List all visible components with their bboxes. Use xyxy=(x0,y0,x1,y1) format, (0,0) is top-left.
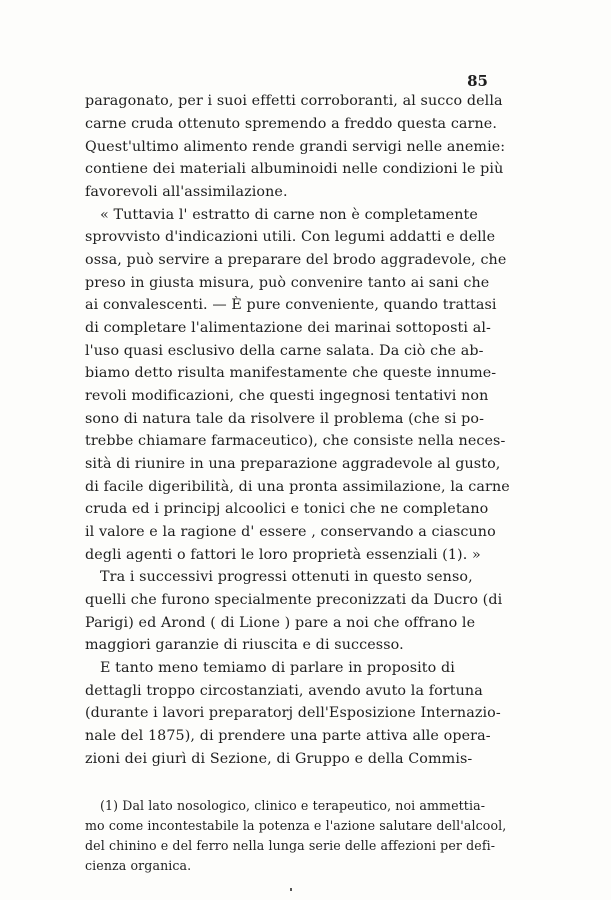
body-line: degli agenti o fattori le loro proprietà essenziali (1). » xyxy=(85,547,481,563)
body-line: (durante i lavori preparatorj dell'Esposizione Internazio- xyxy=(85,705,501,721)
body-line: zioni dei giurì di Sezione, di Gruppo e della Commis- xyxy=(85,751,473,767)
body-line: contiene dei materiali albuminoidi nelle condizioni le più xyxy=(85,161,504,177)
body-line: il valore e la ragione d' essere , conservando a ciascuno xyxy=(85,524,496,540)
body-line: « Tuttavia l' estratto di carne non è completamente xyxy=(100,207,478,223)
footnote-line: del chinino e del ferro nella lunga serie delle affezioni per defi- xyxy=(85,838,496,853)
body-line: paragonato, per i suoi effetti corroboranti, al succo della xyxy=(85,93,503,109)
ink-speck xyxy=(290,888,292,891)
body-line: di facile digeribilità, di una pronta assimilazione, la carne xyxy=(85,479,510,495)
page-number: 85 xyxy=(467,72,488,90)
body-line: ai convalescenti. — È pure conveniente, quando trattasi xyxy=(85,297,497,313)
body-line: E tanto meno temiamo di parlare in proposito di xyxy=(100,660,455,676)
body-line: biamo detto risulta manifestamente che queste innume- xyxy=(85,365,497,381)
body-line: sità di riunire in una preparazione aggradevole al gusto, xyxy=(85,456,501,472)
body-line: preso in giusta misura, può convenire tanto ai sani che xyxy=(85,275,490,291)
footnote-line: mo come incontestabile la potenza e l'azione salutare dell'alcool, xyxy=(85,818,507,833)
body-line: nale del 1875), di prendere una parte attiva alle opera- xyxy=(85,728,491,744)
body-line: trebbe chiamare farmaceutico), che consiste nella neces- xyxy=(85,433,506,449)
body-line: favorevoli all'assimilazione. xyxy=(85,184,288,200)
body-line: quelli che furono specialmente preconizzati da Ducro (di xyxy=(85,592,503,608)
body-line: sono di natura tale da risolvere il problema (che si po- xyxy=(85,411,485,427)
body-line: Parigi) ed Arond ( di Lione ) pare a noi che offrano le xyxy=(85,615,476,631)
body-line: carne cruda ottenuto spremendo a freddo questa carne. xyxy=(85,116,497,132)
body-line: l'uso quasi esclusivo della carne salata. Da ciò che ab- xyxy=(85,343,484,359)
footnote-line: cienza organica. xyxy=(85,858,192,873)
body-line: Tra i successivi progressi ottenuti in questo senso, xyxy=(100,569,473,585)
footnote-line: (1) Dal lato nosologico, clinico e terapeutico, noi ammettia- xyxy=(100,798,486,813)
body-line: di completare l'alimentazione dei marinai sottoposti al- xyxy=(85,320,491,336)
body-line: dettagli troppo circostanziati, avendo avuto la fortuna xyxy=(85,683,483,699)
body-line: sprovvisto d'indicazioni utili. Con legumi addatti e delle xyxy=(85,229,496,245)
body-line: maggiori garanzie di riuscita e di successo. xyxy=(85,637,404,653)
body-line: cruda ed i principj alcoolici e tonici che ne completano xyxy=(85,501,489,517)
body-line: Quest'ultimo alimento rende grandi servigi nelle anemie: xyxy=(85,139,506,155)
body-line: revoli modificazioni, che questi ingegnosi tentativi non xyxy=(85,388,489,404)
body-line: ossa, può servire a preparare del brodo aggradevole, che xyxy=(85,252,507,268)
